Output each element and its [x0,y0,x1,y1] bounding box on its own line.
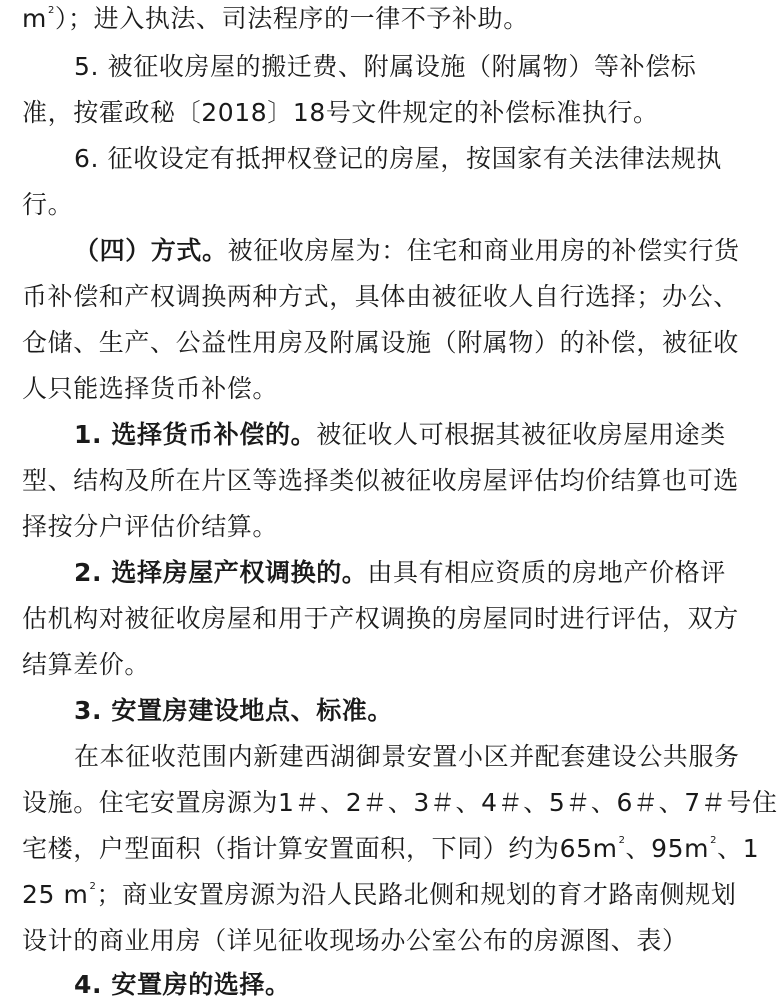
sub-1-heading: 1. 选择货币补偿的。 [74,420,317,449]
section-4-line-2: 币补偿和产权调换两种方式，具体由被征收人自行选择；办公、 [22,282,739,311]
text-fragment: 由具有相应资质的房地产价格评 [367,558,726,587]
sub-1-line-1 [74,420,726,450]
text-fragment: ）；进入执法、司法程序的一律不予补助。 [54,4,529,33]
text-fragment: 宅楼，户型面积（指计算安置面积，下同）约为65m [22,834,618,863]
item-6-line-2: 行。 [22,190,74,219]
sub-4-heading: 4. 安置房的选择。 [74,970,291,999]
sub-2-heading: 2. 选择房屋产权调换的。 [74,558,368,587]
sub-3-line-3 [22,834,759,864]
unit-superscript: 2 [618,835,626,846]
sub-3-line-5: 设计的商业用房（详见征收现场办公室公布的房源图、表） [22,926,688,955]
sub-2-line-1 [74,558,726,588]
item-5-line-2: 准，按霍政秘〔2018〕18号文件规定的补偿标准执行。 [22,98,659,127]
unit-superscript: 2 [710,835,718,846]
sub-2-line-2: 估机构对被征收房屋和用于产权调换的房屋同时进行评估，双方 [22,604,739,633]
sub-1-line-3: 择按分户评估价结算。 [22,512,279,541]
text-line [22,4,529,34]
unit-m: m [22,4,47,33]
text-fragment: ；商业安置房源为沿人民路北侧和规划的育才路南侧规划 [96,880,737,909]
sub-3-heading: 3. 安置房建设地点、标准。 [74,696,393,725]
unit-superscript: 2 [47,5,55,16]
item-5-line-1: 5. 被征收房屋的搬迁费、附属设施（附属物）等补偿标 [74,52,697,81]
section-4-line-1 [74,236,740,266]
text-fragment: 被征收房屋为：住宅和商业用房的补偿实行货 [227,236,740,265]
section-4-heading: （四）方式。 [74,236,228,265]
unit-superscript: 2 [89,881,97,892]
section-4-line-4: 人只能选择货币补偿。 [22,374,279,403]
sub-1-line-2: 型、结构及所在片区等选择类似被征收房屋评估均价结算也可选 [22,466,739,495]
text-fragment: 、95m [625,834,710,863]
item-6-line-1: 6. 征收设定有抵押权登记的房屋，按国家有关法律法规执 [74,144,723,173]
sub-3-line-4 [22,880,737,910]
text-fragment: 被征收人可根据其被征收房屋用途类 [316,420,726,449]
text-fragment: 25 m [22,880,89,909]
section-4-line-3: 仓储、生产、公益性用房及附属设施（附属物）的补偿，被征收 [22,328,739,357]
sub-3-line-2: 设施。住宅安置房源为1＃、2＃、3＃、4＃、5＃、6＃、7＃号住 [22,788,778,817]
sub-3-line-1: 在本征收范围内新建西湖御景安置小区并配套建设公共服务 [74,742,740,771]
text-fragment: 、1 [717,834,760,863]
sub-2-line-3: 结算差价。 [22,650,151,679]
